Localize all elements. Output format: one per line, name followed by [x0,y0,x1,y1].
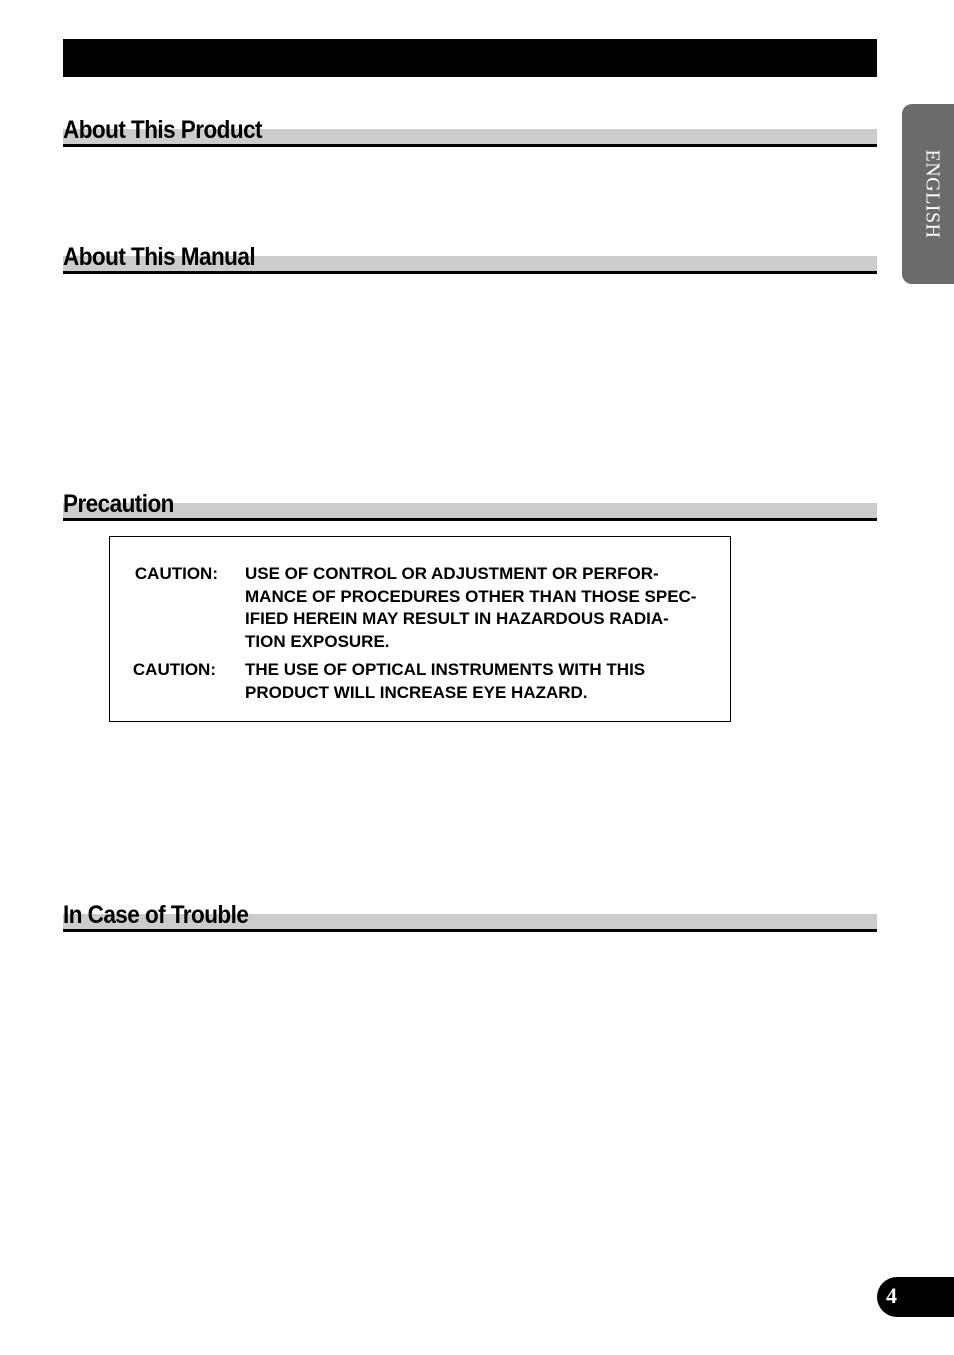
caution-text [245,659,723,704]
language-tab [902,104,954,284]
section-title: About This Manual [63,243,256,271]
caution-line: MANCE OF PROCEDURES OTHER THAN THOSE SPEC- [245,586,697,606]
section-heading-about-manual [63,238,877,274]
caution-label: CAUTION: [132,660,216,679]
caution-line: THE USE OF OPTICAL INSTRUMENTS WITH THIS [245,660,646,679]
caution-text [245,563,723,653]
heading-rule [63,518,877,521]
heading-rule [63,929,877,932]
heading-rule [63,271,877,274]
section-title: About This Product [63,116,263,144]
header-bar [63,39,877,77]
caution-line: PRODUCT WILL INCREASE EYE HAZARD. [245,682,588,702]
section-title: In Case of Trouble [63,901,249,929]
caution-line: IFIED HEREIN MAY RESULT IN HAZARDOUS RADIA- [245,609,669,628]
language-tab-label: ENGLISH [921,149,944,239]
section-heading-trouble [63,896,877,932]
section-heading-about-product [63,111,877,147]
section-title: Precaution [63,490,174,518]
caution-label: CAUTION: [134,564,218,583]
page-number-tab [877,1277,954,1317]
caution-box [109,536,731,722]
heading-band [63,503,877,518]
caution-line: USE OF CONTROL OR ADJUSTMENT OR PERFOR- [245,564,659,583]
page-number: 4 [886,1283,897,1308]
caution-line: TION EXPOSURE. [245,631,390,651]
heading-rule [63,144,877,147]
section-heading-precaution [63,485,877,521]
